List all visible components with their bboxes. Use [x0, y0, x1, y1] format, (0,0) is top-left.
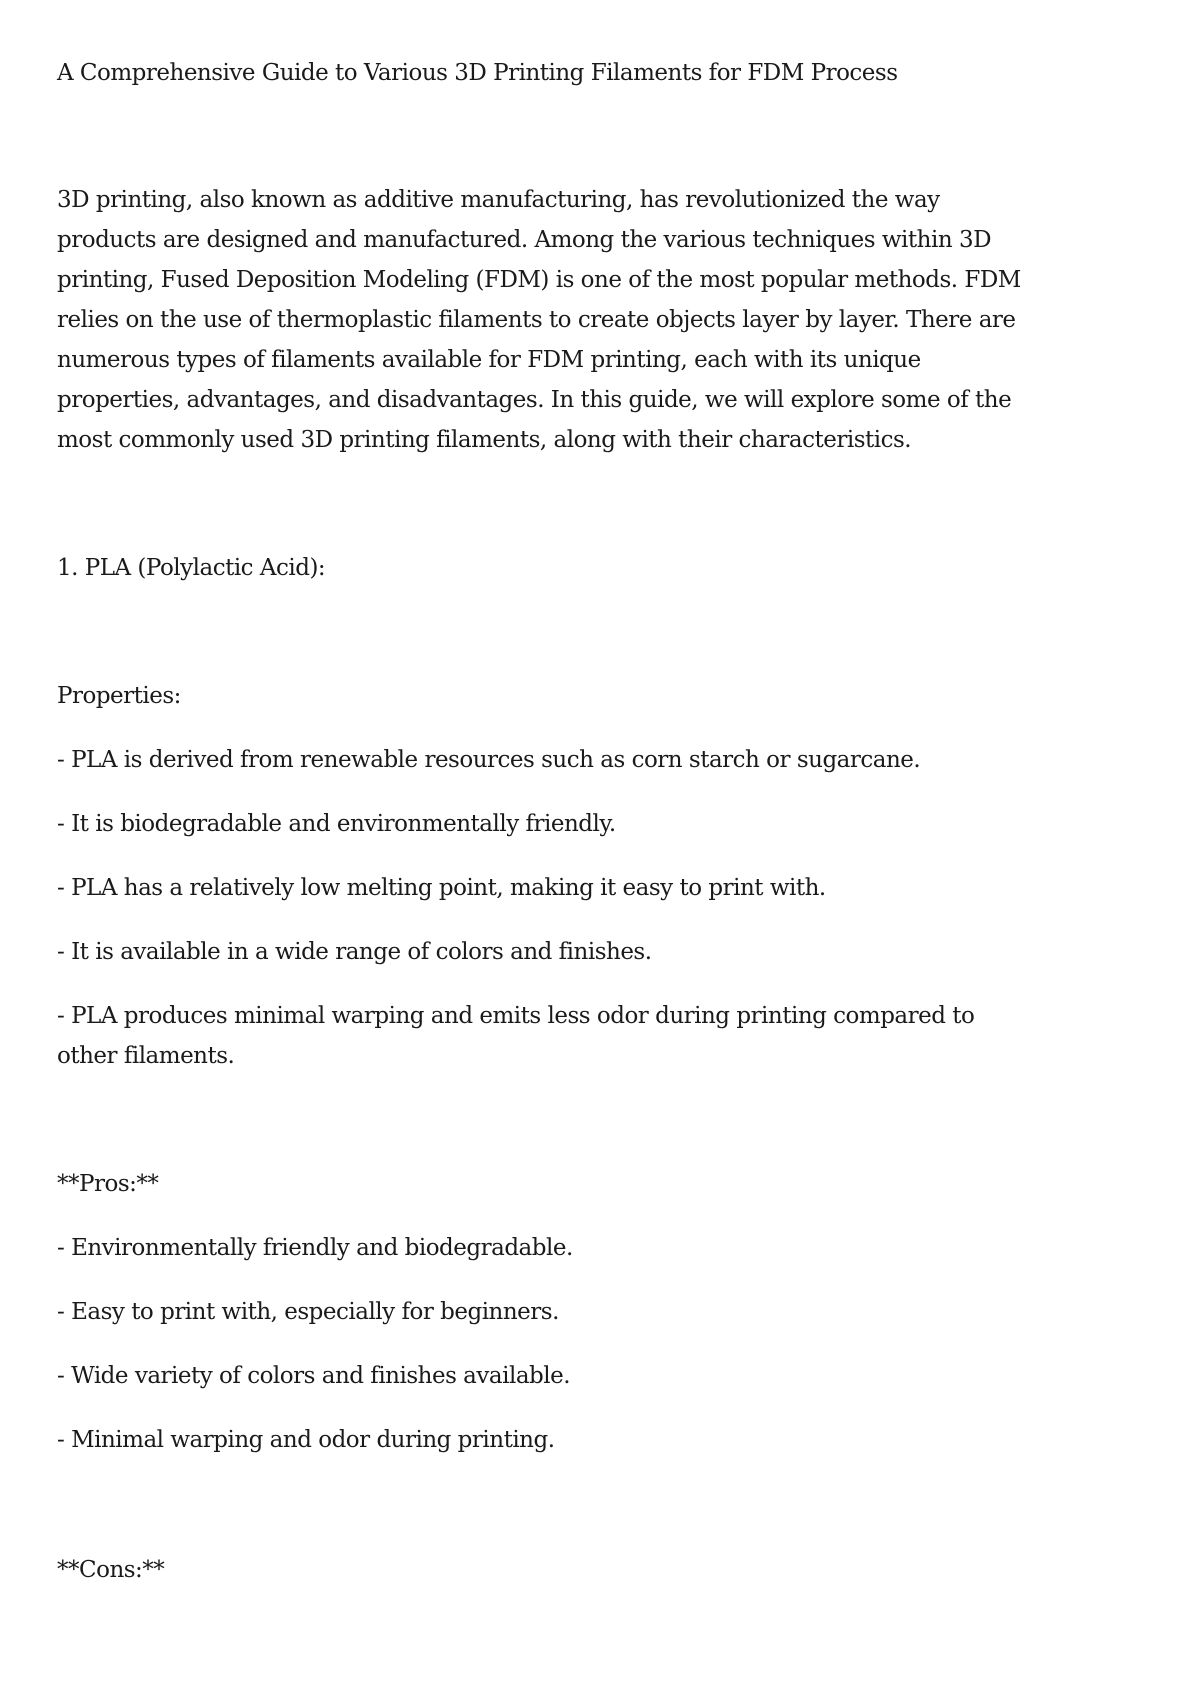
property-item: - It is available in a wide range of colors and finishes.	[57, 939, 652, 965]
intro-line: most commonly used 3D printing filaments, along with their characteristics.	[57, 427, 912, 453]
intro-line: properties, advantages, and disadvantages. In this guide, we will explore some of the	[57, 387, 1012, 413]
property-item: - It is biodegradable and environmentally friendly.	[57, 811, 616, 837]
intro-line: relies on the use of thermoplastic filaments to create objects layer by layer. There are	[57, 307, 1016, 333]
section-heading-pla: 1. PLA (Polylactic Acid):	[57, 555, 326, 581]
property-line: other filaments.	[57, 1043, 235, 1069]
pros-item: - Wide variety of colors and finishes available.	[57, 1363, 571, 1389]
intro-paragraph	[57, 180, 1147, 460]
intro-line: printing, Fused Deposition Modeling (FDM) is one of the most popular methods. FDM	[57, 267, 1021, 293]
property-item: - PLA has a relatively low melting point, making it easy to print with.	[57, 875, 826, 901]
property-item-multiline	[57, 996, 1147, 1076]
intro-line: 3D printing, also known as additive manufacturing, has revolutionized the way	[57, 187, 940, 213]
properties-heading: Properties:	[57, 683, 181, 709]
pros-item: - Easy to print with, especially for beginners.	[57, 1299, 559, 1325]
intro-line: products are designed and manufactured. Among the various techniques within 3D	[57, 227, 992, 253]
cons-heading: **Cons:**	[57, 1557, 165, 1583]
pros-heading: **Pros:**	[57, 1171, 159, 1197]
property-line: - PLA produces minimal warping and emits less odor during printing compared to	[57, 1003, 975, 1029]
document-title: A Comprehensive Guide to Various 3D Printing Filaments for FDM Process	[57, 60, 898, 86]
pros-item: - Environmentally friendly and biodegradable.	[57, 1235, 573, 1261]
intro-line: numerous types of filaments available for FDM printing, each with its unique	[57, 347, 921, 373]
pros-item: - Minimal warping and odor during printing.	[57, 1427, 555, 1453]
property-item: - PLA is derived from renewable resources such as corn starch or sugarcane.	[57, 747, 921, 773]
